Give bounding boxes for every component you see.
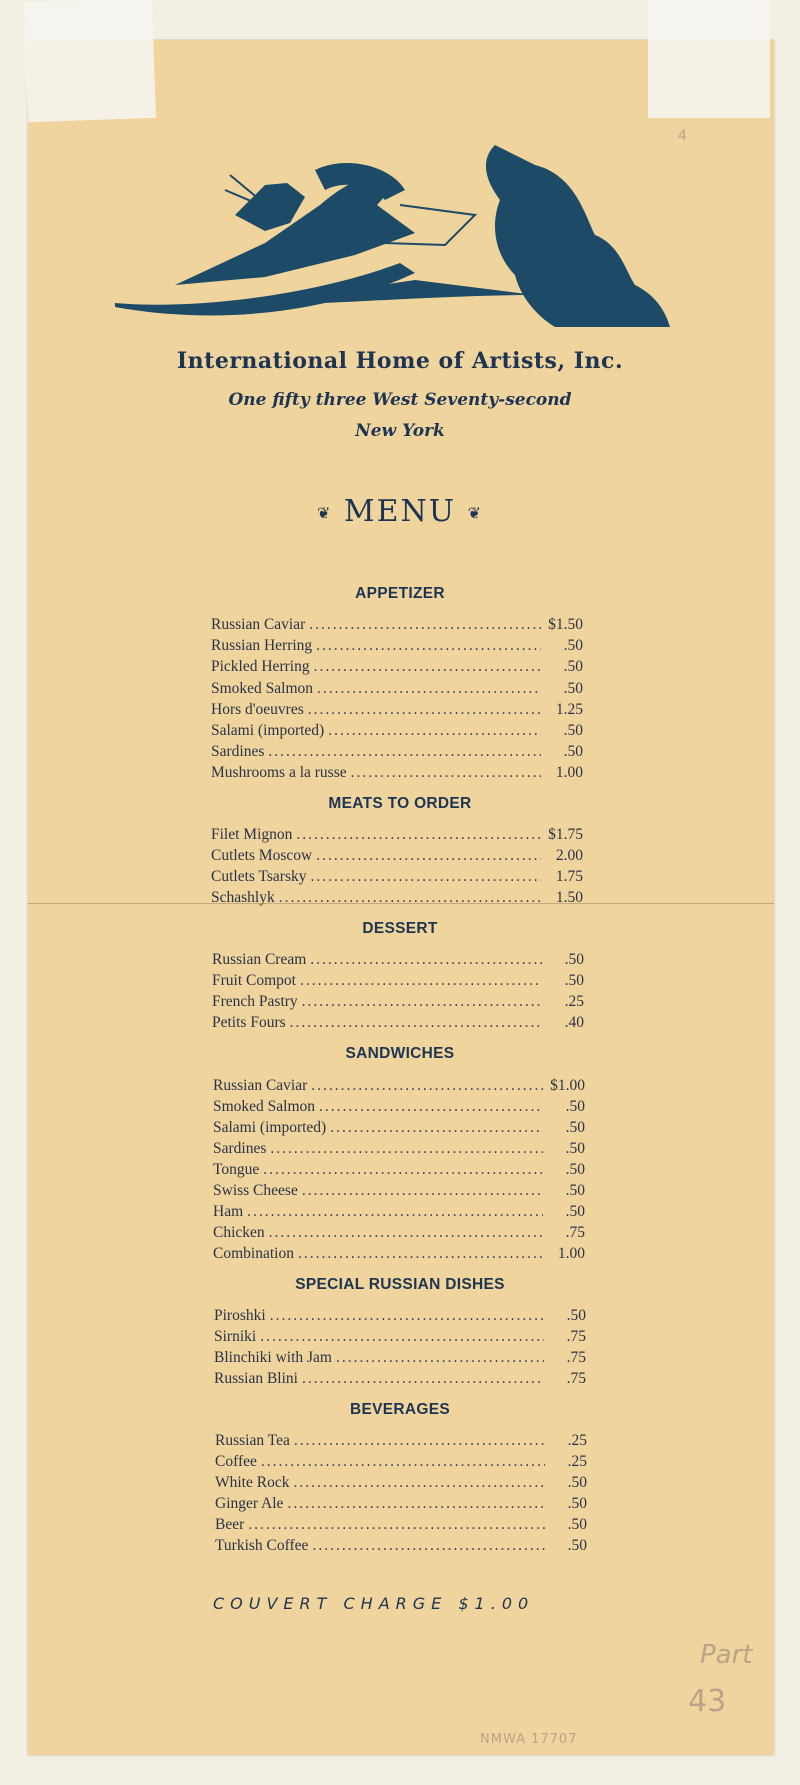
smoke-cloud (486, 145, 670, 327)
menu-item (212, 972, 584, 993)
item-name: Blinchiki with Jam (214, 1349, 332, 1366)
dot-leader (317, 680, 541, 698)
dot-leader (293, 1474, 545, 1492)
menu-item (213, 1245, 585, 1266)
menu-title-text: MENU (343, 494, 457, 529)
menu-item (211, 616, 583, 637)
item-name: Ginger Ale (215, 1495, 284, 1512)
item-name: Sirniki (214, 1328, 257, 1345)
item-price: .50 (563, 743, 583, 760)
item-name: Schashlyk (211, 889, 275, 906)
item-name: Sardines (211, 743, 265, 760)
item-name: Hors d'oeuvres (211, 701, 304, 718)
menu-item (211, 680, 583, 701)
menu-item (213, 1224, 585, 1245)
item-price: .50 (563, 680, 583, 697)
ornament-left-icon: ❦ (316, 503, 333, 523)
item-name: French Pastry (212, 993, 298, 1010)
menu-item (211, 868, 583, 889)
section-title-special-russian: SPECIAL RUSSIAN DISHES (295, 1276, 505, 1293)
item-price: .75 (566, 1370, 586, 1387)
item-name: Ham (213, 1203, 244, 1220)
item-price: .50 (565, 1119, 585, 1136)
dot-leader (290, 1014, 542, 1032)
dot-leader (270, 1140, 543, 1158)
dot-leader (263, 1161, 543, 1179)
item-price: .50 (565, 1098, 585, 1115)
item-price: .50 (563, 637, 583, 654)
item-price: .50 (565, 1203, 585, 1220)
item-price: .50 (565, 1182, 585, 1199)
menu-item (215, 1537, 587, 1558)
menu-item (214, 1307, 586, 1328)
item-price: .75 (565, 1224, 585, 1241)
item-name: Russian Caviar (211, 616, 306, 633)
menu-item (211, 847, 583, 868)
item-price: .25 (567, 1453, 587, 1470)
item-price: .50 (567, 1474, 587, 1491)
menu-item (213, 1119, 585, 1140)
item-price: .50 (565, 1140, 585, 1157)
item-price: .50 (565, 1161, 585, 1178)
item-price: .25 (564, 993, 584, 1010)
dot-leader (308, 701, 541, 719)
dot-leader (247, 1203, 543, 1221)
menu-item (215, 1453, 587, 1474)
pencil-number: 43 (688, 1684, 727, 1719)
archive-stamp: NMWA 17707 (480, 1732, 578, 1747)
menu-item (215, 1432, 587, 1453)
item-price: .50 (563, 658, 583, 675)
menu-item (212, 993, 584, 1014)
item-price: .50 (567, 1495, 587, 1512)
item-name: Smoked Salmon (213, 1098, 316, 1115)
item-price: .50 (566, 1307, 586, 1324)
menu-item (211, 701, 583, 722)
dot-leader (336, 1349, 544, 1367)
dot-leader (316, 847, 541, 865)
dot-leader (330, 1119, 543, 1137)
menu-item (212, 951, 584, 972)
item-name: Piroshki (214, 1307, 266, 1324)
item-name: Tongue (213, 1161, 260, 1178)
dot-leader (302, 1182, 543, 1200)
section-title-meats: MEATS TO ORDER (328, 795, 472, 812)
item-price: $1.75 (548, 826, 583, 843)
item-name: Petits Fours (212, 1014, 286, 1031)
item-name: Coffee (215, 1453, 257, 1470)
flying-artist-illustration (115, 145, 670, 330)
dot-leader (302, 1370, 544, 1388)
dot-leader (260, 1328, 544, 1346)
address-line-2: New York (355, 421, 445, 441)
item-price: 1.25 (555, 701, 583, 718)
tape-overlay-right (648, 0, 770, 118)
dot-leader (270, 1307, 544, 1325)
item-name: Russian Cream (212, 951, 307, 968)
menu-item (214, 1370, 586, 1391)
item-price: .50 (567, 1537, 587, 1554)
item-price: $1.50 (548, 616, 583, 633)
item-name: Pickled Herring (211, 658, 310, 675)
menu-item (213, 1140, 585, 1161)
dot-leader (296, 826, 541, 844)
section-title-sandwiches: SANDWICHES (345, 1045, 455, 1062)
menu-item (211, 743, 583, 764)
item-price: .25 (567, 1432, 587, 1449)
menu-item (213, 1182, 585, 1203)
item-price: 1.50 (555, 889, 583, 906)
item-name: Smoked Salmon (211, 680, 314, 697)
item-name: Combination (213, 1245, 294, 1262)
dot-leader (300, 972, 542, 990)
dot-leader (268, 743, 541, 761)
menu-item (211, 764, 583, 785)
couvert-charge: COUVERT CHARGE $1.00 (213, 1594, 535, 1613)
dot-leader (269, 1224, 543, 1242)
item-price: $1.00 (550, 1077, 585, 1094)
pencil-note: Part (700, 1640, 753, 1670)
dot-leader (311, 868, 541, 886)
item-name: Cutlets Moscow (211, 847, 313, 864)
dot-leader (316, 637, 541, 655)
item-price: 2.00 (555, 847, 583, 864)
menu-item (211, 722, 583, 743)
section-title-appetizer: APPETIZER (355, 585, 445, 602)
item-price: .40 (564, 1014, 584, 1031)
item-price: .50 (567, 1516, 587, 1533)
dot-leader (261, 1453, 545, 1471)
item-name: Russian Caviar (213, 1077, 308, 1094)
address-line-1: One fifty three West Seventy-second (228, 390, 572, 410)
menu-item (212, 1014, 584, 1035)
item-price: .50 (564, 951, 584, 968)
menu-item (213, 1098, 585, 1119)
menu-item (211, 658, 583, 679)
menu-item (211, 637, 583, 658)
dot-leader (248, 1516, 545, 1534)
dot-leader (302, 993, 542, 1011)
dot-leader (298, 1245, 543, 1263)
section-title-beverages: BEVERAGES (349, 1401, 451, 1418)
item-name: Salami (imported) (213, 1119, 327, 1136)
item-name: Fruit Compot (212, 972, 296, 989)
item-name: Turkish Coffee (215, 1537, 309, 1554)
item-name: Chicken (213, 1224, 265, 1241)
item-name: Swiss Cheese (213, 1182, 298, 1199)
dot-leader (312, 1537, 545, 1555)
item-price: 1.00 (555, 764, 583, 781)
organization-name: International Home of Artists, Inc. (176, 348, 624, 374)
item-name: Russian Blini (214, 1370, 298, 1387)
item-name: White Rock (215, 1474, 290, 1491)
item-name: Cutlets Tsarsky (211, 868, 307, 885)
item-price: .75 (566, 1328, 586, 1345)
item-name: Filet Mignon (211, 826, 293, 843)
item-name: Mushrooms a la russe (211, 764, 347, 781)
tape-overlay-left (24, 0, 156, 122)
menu-item (211, 889, 583, 910)
item-price: .50 (564, 972, 584, 989)
item-name: Salami (imported) (211, 722, 325, 739)
dot-leader (309, 616, 541, 634)
dot-leader (319, 1098, 543, 1116)
item-name: Beer (215, 1516, 245, 1533)
dot-leader (311, 1077, 543, 1095)
item-price: 1.00 (557, 1245, 585, 1262)
item-price: 1.75 (555, 868, 583, 885)
item-price: .50 (563, 722, 583, 739)
menu-item (215, 1474, 587, 1495)
menu-item (213, 1077, 585, 1098)
item-price: .75 (566, 1349, 586, 1366)
ornament-right-icon: ❦ (467, 503, 484, 523)
dot-leader (351, 764, 541, 782)
dot-leader (328, 722, 541, 740)
menu-item (214, 1328, 586, 1349)
dot-leader (294, 1432, 545, 1450)
corner-mark: 4 (678, 128, 687, 144)
dot-leader (310, 951, 542, 969)
dot-leader (287, 1495, 545, 1513)
section-title-dessert: DESSERT (362, 920, 438, 937)
menu-item (213, 1203, 585, 1224)
item-name: Russian Tea (215, 1432, 290, 1449)
menu-title (0, 494, 800, 529)
menu-item (211, 826, 583, 847)
item-name: Russian Herring (211, 637, 313, 654)
dot-leader (279, 889, 541, 907)
menu-item (215, 1516, 587, 1537)
menu-item (215, 1495, 587, 1516)
dot-leader (314, 658, 541, 676)
menu-item (213, 1161, 585, 1182)
item-name: Sardines (213, 1140, 267, 1157)
menu-item (214, 1349, 586, 1370)
